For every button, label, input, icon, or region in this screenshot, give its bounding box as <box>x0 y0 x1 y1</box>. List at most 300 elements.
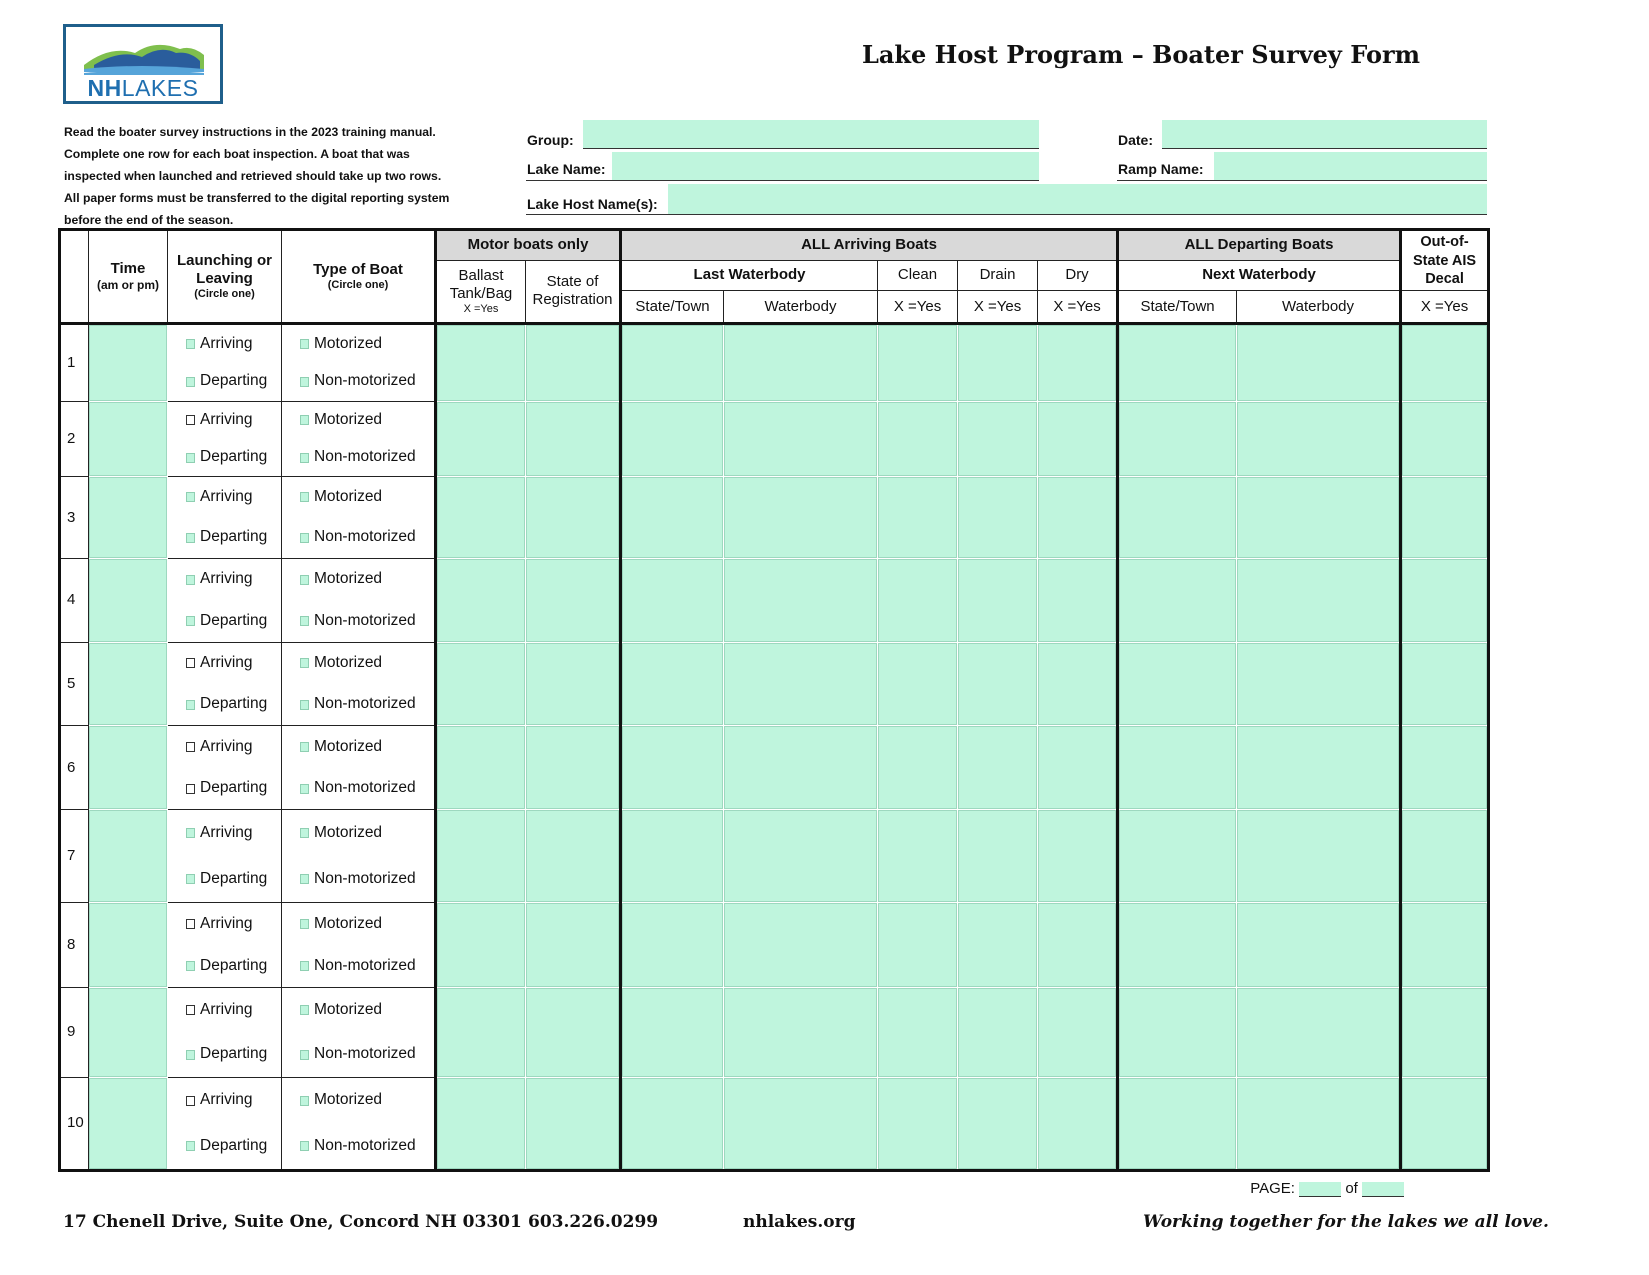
dry-header: Dry <box>1038 260 1118 291</box>
checkbox-icon[interactable] <box>186 700 195 710</box>
checkbox-icon[interactable] <box>186 742 195 752</box>
drain-x-yes-header: X =Yes <box>958 291 1038 324</box>
launching-cell <box>168 323 282 401</box>
last-waterbody-cell[interactable] <box>724 401 878 477</box>
all-departing-header: ALL Departing Boats <box>1118 230 1401 261</box>
time-cell[interactable] <box>89 558 168 642</box>
arriving-option[interactable] <box>168 1078 281 1124</box>
departing-option-label: Departing <box>200 528 268 546</box>
motorized-option[interactable] <box>282 903 434 945</box>
last-state-town-cell[interactable] <box>621 401 724 477</box>
clean-cell[interactable] <box>878 558 958 642</box>
time-cell[interactable] <box>89 903 168 988</box>
last-waterbody-cell[interactable] <box>724 1077 878 1170</box>
dry-cell[interactable] <box>1038 477 1118 559</box>
non-motorized-option[interactable] <box>282 856 434 902</box>
next-waterbody-cell[interactable] <box>1237 988 1401 1078</box>
ramp-name-underline <box>1117 152 1487 181</box>
checkbox-icon[interactable] <box>300 961 309 971</box>
footer-tagline: Working together for the lakes we all love. <box>1143 1212 1549 1232</box>
non-motorized-option[interactable] <box>282 945 434 987</box>
state-registration-cell[interactable] <box>526 323 621 401</box>
dry-cell[interactable] <box>1038 810 1118 903</box>
ballast-cell[interactable] <box>436 323 526 401</box>
next-state-town-cell[interactable] <box>1118 477 1237 559</box>
ballast-header-line1: Ballast <box>458 266 504 284</box>
drain-header: Drain <box>958 260 1038 291</box>
non-motorized-option-label: Non-motorized <box>314 1045 416 1063</box>
next-state-town-cell[interactable] <box>1118 726 1237 810</box>
motorized-option[interactable] <box>282 477 434 517</box>
departing-option-label: Departing <box>200 779 268 797</box>
ballast-cell[interactable] <box>436 988 526 1078</box>
drain-cell[interactable] <box>958 810 1038 903</box>
last-state-town-cell[interactable] <box>621 810 724 903</box>
time-cell[interactable] <box>89 323 168 401</box>
arriving-option[interactable] <box>168 559 281 600</box>
non-motorized-option[interactable] <box>282 1123 434 1169</box>
drain-cell[interactable] <box>958 988 1038 1078</box>
row-number: 4 <box>60 558 89 642</box>
arriving-option-label: Arriving <box>200 1000 253 1018</box>
departing-option-label: Departing <box>200 611 268 629</box>
last-state-town-cell[interactable] <box>621 323 724 401</box>
motorized-option-label: Motorized <box>314 737 383 755</box>
row-number: 9 <box>60 988 89 1078</box>
non-motorized-option[interactable] <box>282 600 434 641</box>
clean-cell[interactable] <box>878 903 958 988</box>
table-row <box>60 642 1489 726</box>
motorized-option[interactable] <box>282 1078 434 1124</box>
arriving-option-label: Arriving <box>200 914 253 932</box>
checkbox-icon[interactable] <box>300 1005 309 1015</box>
non-motorized-option[interactable] <box>282 1032 434 1076</box>
ais-decal-cell[interactable] <box>1401 401 1489 477</box>
row-number: 5 <box>60 642 89 726</box>
group-label: Group: <box>527 132 574 148</box>
last-state-town-cell[interactable] <box>621 642 724 726</box>
instruction-line: before the end of the season. <box>64 213 234 227</box>
launching-cell <box>168 642 282 726</box>
type-boat-header-label: Type of Boat <box>313 260 403 278</box>
motorized-option[interactable] <box>282 988 434 1032</box>
departing-option[interactable] <box>168 439 281 476</box>
checkbox-icon[interactable] <box>186 533 195 543</box>
launching-cell <box>168 903 282 988</box>
arriving-option-label: Arriving <box>200 488 253 506</box>
footer-website[interactable]: nhlakes.org <box>743 1212 856 1232</box>
last-waterbody-cell[interactable] <box>724 558 878 642</box>
last-state-town-cell[interactable] <box>621 903 724 988</box>
motorized-option[interactable] <box>282 726 434 767</box>
next-waterbody-cell[interactable] <box>1237 642 1401 726</box>
next-waterbody-cell[interactable] <box>1237 1077 1401 1170</box>
last-waterbody-cell[interactable] <box>724 988 878 1078</box>
state-reg-header-line2: Registration <box>532 291 613 309</box>
clean-cell[interactable] <box>878 401 958 477</box>
dry-cell[interactable] <box>1038 1077 1118 1170</box>
next-state-town-cell[interactable] <box>1118 903 1237 988</box>
last-waterbody-cell[interactable] <box>724 477 878 559</box>
next-state-town-cell[interactable] <box>1118 810 1237 903</box>
table-row <box>60 477 1489 559</box>
table-row <box>60 558 1489 642</box>
checkbox-icon[interactable] <box>300 453 309 463</box>
page-number-field[interactable] <box>1299 1182 1341 1197</box>
state-registration-cell[interactable] <box>526 1077 621 1170</box>
checkbox-icon[interactable] <box>300 874 309 884</box>
dry-cell[interactable] <box>1038 642 1118 726</box>
instructions <box>64 121 509 231</box>
next-state-town-cell[interactable] <box>1118 558 1237 642</box>
arriving-option[interactable] <box>168 726 281 767</box>
clean-cell[interactable] <box>878 323 958 401</box>
boat-type-cell <box>282 903 436 988</box>
drain-cell[interactable] <box>958 1077 1038 1170</box>
arriving-option-label: Arriving <box>200 737 253 755</box>
last-state-town-cell[interactable] <box>621 558 724 642</box>
state-registration-cell[interactable] <box>526 810 621 903</box>
drain-cell[interactable] <box>958 558 1038 642</box>
checkbox-icon[interactable] <box>186 1096 195 1106</box>
row-number: 3 <box>60 477 89 559</box>
arriving-option[interactable] <box>168 325 281 363</box>
ballast-cell[interactable] <box>436 401 526 477</box>
ballast-cell[interactable] <box>436 558 526 642</box>
ballast-cell[interactable] <box>436 1077 526 1170</box>
next-waterbody-cell[interactable] <box>1237 401 1401 477</box>
launching-cell <box>168 477 282 559</box>
departing-option[interactable] <box>168 518 281 558</box>
motorized-option-label: Motorized <box>314 570 383 588</box>
ballast-cell[interactable] <box>436 726 526 810</box>
checkbox-icon[interactable] <box>186 492 195 502</box>
motorized-option-label: Motorized <box>314 823 383 841</box>
state-registration-cell[interactable] <box>526 988 621 1078</box>
time-cell[interactable] <box>89 988 168 1078</box>
nh-lakes-logo <box>63 24 223 104</box>
arriving-option-label: Arriving <box>200 334 253 352</box>
state-registration-cell[interactable] <box>526 401 621 477</box>
checkbox-icon[interactable] <box>186 828 195 838</box>
checkbox-icon[interactable] <box>300 658 309 668</box>
time-cell[interactable] <box>89 401 168 477</box>
launching-cell <box>168 810 282 903</box>
instruction-line: inspected when launched and retrieved should take up two rows. <box>64 169 442 183</box>
type-boat-header-sub: (Circle one) <box>327 278 389 291</box>
dry-cell[interactable] <box>1038 323 1118 401</box>
checkbox-icon[interactable] <box>300 533 309 543</box>
ballast-header <box>436 260 526 323</box>
checkbox-icon[interactable] <box>186 1050 195 1060</box>
ais-decal-header <box>1401 230 1489 291</box>
checkbox-icon[interactable] <box>186 919 195 929</box>
last-waterbody-cell[interactable] <box>724 903 878 988</box>
checkbox-icon[interactable] <box>186 1005 195 1015</box>
non-motorized-option[interactable] <box>282 684 434 725</box>
non-motorized-option-label: Non-motorized <box>314 956 416 974</box>
instruction-line: All paper forms must be transferred to the digital reporting system <box>64 191 450 205</box>
clean-header: Clean <box>878 260 958 291</box>
non-motorized-option-label: Non-motorized <box>314 779 416 797</box>
arriving-option-label: Arriving <box>200 410 253 428</box>
table-row <box>60 1077 1489 1170</box>
non-motorized-option-label: Non-motorized <box>314 528 416 546</box>
drain-cell[interactable] <box>958 903 1038 988</box>
clean-cell[interactable] <box>878 477 958 559</box>
motorized-option-label: Motorized <box>314 334 383 352</box>
ais-decal-cell[interactable] <box>1401 558 1489 642</box>
ais-header-line1: Out-of- <box>1420 234 1469 251</box>
ais-decal-cell[interactable] <box>1401 323 1489 401</box>
dry-x-yes-header: X =Yes <box>1038 291 1118 324</box>
departing-option-label: Departing <box>200 695 268 713</box>
departing-option-label: Departing <box>200 372 268 390</box>
departing-waterbody-header: Waterbody <box>1237 291 1401 324</box>
checkbox-icon[interactable] <box>300 1050 309 1060</box>
last-state-town-cell[interactable] <box>621 726 724 810</box>
departing-option-label: Departing <box>200 869 268 887</box>
drain-cell[interactable] <box>958 726 1038 810</box>
checkbox-icon[interactable] <box>300 742 309 752</box>
drain-cell[interactable] <box>958 323 1038 401</box>
ais-header-line2: State AIS <box>1412 252 1477 269</box>
next-state-town-cell[interactable] <box>1118 642 1237 726</box>
next-waterbody-cell[interactable] <box>1237 726 1401 810</box>
ballast-cell[interactable] <box>436 903 526 988</box>
state-registration-cell[interactable] <box>526 558 621 642</box>
checkbox-icon[interactable] <box>300 919 309 929</box>
checkbox-icon[interactable] <box>186 874 195 884</box>
ais-decal-cell[interactable] <box>1401 726 1489 810</box>
page-label: PAGE: <box>1250 1180 1295 1197</box>
arriving-state-town-header: State/Town <box>621 291 724 324</box>
motorized-option[interactable] <box>282 325 434 363</box>
ais-decal-cell[interactable] <box>1401 988 1489 1078</box>
date-label: Date: <box>1118 132 1154 148</box>
checkbox-icon[interactable] <box>300 415 309 425</box>
arriving-option[interactable] <box>168 402 281 439</box>
launching-header-sub: (Circle one) <box>194 287 255 300</box>
checkbox-icon[interactable] <box>186 658 195 668</box>
clean-cell[interactable] <box>878 642 958 726</box>
clean-x-yes-header: X =Yes <box>878 291 958 324</box>
type-boat-header <box>282 230 436 324</box>
footer-address: 17 Chenell Drive, Suite One, Concord NH 03301 <box>63 1212 522 1232</box>
departing-option-label: Departing <box>200 956 268 974</box>
time-cell[interactable] <box>89 642 168 726</box>
departing-option-label: Departing <box>200 1045 268 1063</box>
ais-decal-cell[interactable] <box>1401 1077 1489 1170</box>
motorized-option-label: Motorized <box>314 1000 383 1018</box>
checkbox-icon[interactable] <box>186 784 195 794</box>
motorized-option[interactable] <box>282 559 434 600</box>
checkbox-icon[interactable] <box>300 492 309 502</box>
next-state-town-cell[interactable] <box>1118 323 1237 401</box>
departing-option[interactable] <box>168 1032 281 1076</box>
launching-cell <box>168 726 282 810</box>
last-waterbody-cell[interactable] <box>724 642 878 726</box>
ballast-cell[interactable] <box>436 477 526 559</box>
dry-cell[interactable] <box>1038 726 1118 810</box>
state-registration-cell[interactable] <box>526 477 621 559</box>
time-cell[interactable] <box>89 726 168 810</box>
time-header <box>89 230 168 324</box>
last-state-town-cell[interactable] <box>621 477 724 559</box>
checkbox-icon[interactable] <box>186 415 195 425</box>
checkbox-icon[interactable] <box>186 453 195 463</box>
checkbox-icon[interactable] <box>300 1096 309 1106</box>
checkbox-icon[interactable] <box>300 339 309 349</box>
non-motorized-option[interactable] <box>282 768 434 809</box>
dry-cell[interactable] <box>1038 988 1118 1078</box>
boat-type-cell <box>282 642 436 726</box>
checkbox-icon[interactable] <box>186 1141 195 1151</box>
departing-option[interactable] <box>168 363 281 401</box>
motorized-option[interactable] <box>282 810 434 856</box>
page-total-field[interactable] <box>1362 1182 1404 1197</box>
checkbox-icon[interactable] <box>300 616 309 626</box>
next-waterbody-cell[interactable] <box>1237 477 1401 559</box>
motorized-option-label: Motorized <box>314 488 383 506</box>
arriving-option[interactable] <box>168 477 281 517</box>
row-number: 8 <box>60 903 89 988</box>
non-motorized-option-label: Non-motorized <box>314 611 416 629</box>
date-field[interactable] <box>1162 120 1487 149</box>
drain-cell[interactable] <box>958 477 1038 559</box>
clean-cell[interactable] <box>878 988 958 1078</box>
state-registration-cell[interactable] <box>526 903 621 988</box>
lake-host-underline <box>526 184 1487 215</box>
dry-cell[interactable] <box>1038 558 1118 642</box>
boat-type-cell <box>282 810 436 903</box>
checkbox-icon[interactable] <box>186 575 195 585</box>
dry-cell[interactable] <box>1038 401 1118 477</box>
arriving-option[interactable] <box>168 988 281 1032</box>
page-of-label: of <box>1345 1180 1358 1197</box>
checkbox-icon[interactable] <box>300 1141 309 1151</box>
last-waterbody-cell[interactable] <box>724 726 878 810</box>
clean-cell[interactable] <box>878 810 958 903</box>
time-header-sub: (am or pm) <box>96 278 159 293</box>
time-cell[interactable] <box>89 810 168 903</box>
time-cell[interactable] <box>89 1077 168 1170</box>
checkbox-icon[interactable] <box>300 377 309 387</box>
ais-x-yes-header: X =Yes <box>1401 291 1489 324</box>
table-row <box>60 903 1489 988</box>
launching-header-line1: Launching or <box>177 251 272 269</box>
departing-option[interactable] <box>168 600 281 641</box>
lake-host-names-label: Lake Host Name(s): <box>527 196 658 212</box>
state-registration-cell[interactable] <box>526 726 621 810</box>
clean-cell[interactable] <box>878 726 958 810</box>
time-cell[interactable] <box>89 477 168 559</box>
departing-option[interactable] <box>168 856 281 902</box>
checkbox-icon[interactable] <box>186 339 195 349</box>
state-reg-header-line1: State of <box>546 273 599 291</box>
next-waterbody-cell[interactable] <box>1237 323 1401 401</box>
instruction-line: Complete one row for each boat inspection. A boat that was <box>64 147 410 161</box>
ballast-cell[interactable] <box>436 642 526 726</box>
next-waterbody-cell[interactable] <box>1237 810 1401 903</box>
non-motorized-option[interactable] <box>282 439 434 476</box>
next-state-town-cell[interactable] <box>1118 1077 1237 1170</box>
departing-option[interactable] <box>168 768 281 809</box>
motorized-option-label: Motorized <box>314 914 383 932</box>
non-motorized-option-label: Non-motorized <box>314 695 416 713</box>
clean-cell[interactable] <box>878 1077 958 1170</box>
checkbox-icon[interactable] <box>186 961 195 971</box>
checkbox-icon[interactable] <box>300 575 309 585</box>
ballast-cell[interactable] <box>436 810 526 903</box>
ramp-name-label: Ramp Name: <box>1118 161 1204 177</box>
ais-decal-cell[interactable] <box>1401 642 1489 726</box>
footer-phone: 603.226.0299 <box>528 1212 659 1232</box>
ais-decal-cell[interactable] <box>1401 903 1489 988</box>
boat-type-cell <box>282 323 436 401</box>
arriving-option[interactable] <box>168 903 281 945</box>
next-state-town-cell[interactable] <box>1118 988 1237 1078</box>
motorized-option-label: Motorized <box>314 654 383 672</box>
boat-type-cell <box>282 1077 436 1170</box>
departing-option[interactable] <box>168 945 281 987</box>
drain-cell[interactable] <box>958 401 1038 477</box>
arriving-option-label: Arriving <box>200 570 253 588</box>
last-state-town-cell[interactable] <box>621 1077 724 1170</box>
checkbox-icon[interactable] <box>186 616 195 626</box>
launching-cell <box>168 558 282 642</box>
launching-cell <box>168 1077 282 1170</box>
departing-option-label: Departing <box>200 1136 268 1154</box>
motorized-option[interactable] <box>282 643 434 684</box>
checkbox-icon[interactable] <box>300 828 309 838</box>
ballast-header-line2: Tank/Bag <box>449 284 513 302</box>
next-waterbody-header: Next Waterbody <box>1118 260 1401 291</box>
launching-header-line2: Leaving <box>196 269 253 287</box>
arriving-option[interactable] <box>168 643 281 684</box>
drain-cell[interactable] <box>958 642 1038 726</box>
row-number: 7 <box>60 810 89 903</box>
non-motorized-option-label: Non-motorized <box>314 869 416 887</box>
ais-decal-cell[interactable] <box>1401 810 1489 903</box>
launching-cell <box>168 401 282 477</box>
dry-cell[interactable] <box>1038 903 1118 988</box>
next-waterbody-cell[interactable] <box>1237 903 1401 988</box>
ais-decal-cell[interactable] <box>1401 477 1489 559</box>
motorized-option[interactable] <box>282 402 434 439</box>
arriving-option[interactable] <box>168 810 281 856</box>
departing-option[interactable] <box>168 1123 281 1169</box>
checkbox-icon[interactable] <box>300 700 309 710</box>
form-title: Lake Host Program – Boater Survey Form <box>861 40 1420 69</box>
ballast-header-sub: X =Yes <box>463 302 499 315</box>
checkbox-icon[interactable] <box>186 377 195 387</box>
last-waterbody-cell[interactable] <box>724 810 878 903</box>
arriving-option-label: Arriving <box>200 823 253 841</box>
last-waterbody-cell[interactable] <box>724 323 878 401</box>
next-waterbody-cell[interactable] <box>1237 558 1401 642</box>
group-field[interactable] <box>583 120 1039 149</box>
non-motorized-option[interactable] <box>282 518 434 558</box>
table-row <box>60 401 1489 477</box>
non-motorized-option[interactable] <box>282 363 434 401</box>
launching-header <box>168 230 282 324</box>
departing-option[interactable] <box>168 684 281 725</box>
state-registration-cell[interactable] <box>526 642 621 726</box>
checkbox-icon[interactable] <box>300 784 309 794</box>
next-state-town-cell[interactable] <box>1118 401 1237 477</box>
last-state-town-cell[interactable] <box>621 988 724 1078</box>
